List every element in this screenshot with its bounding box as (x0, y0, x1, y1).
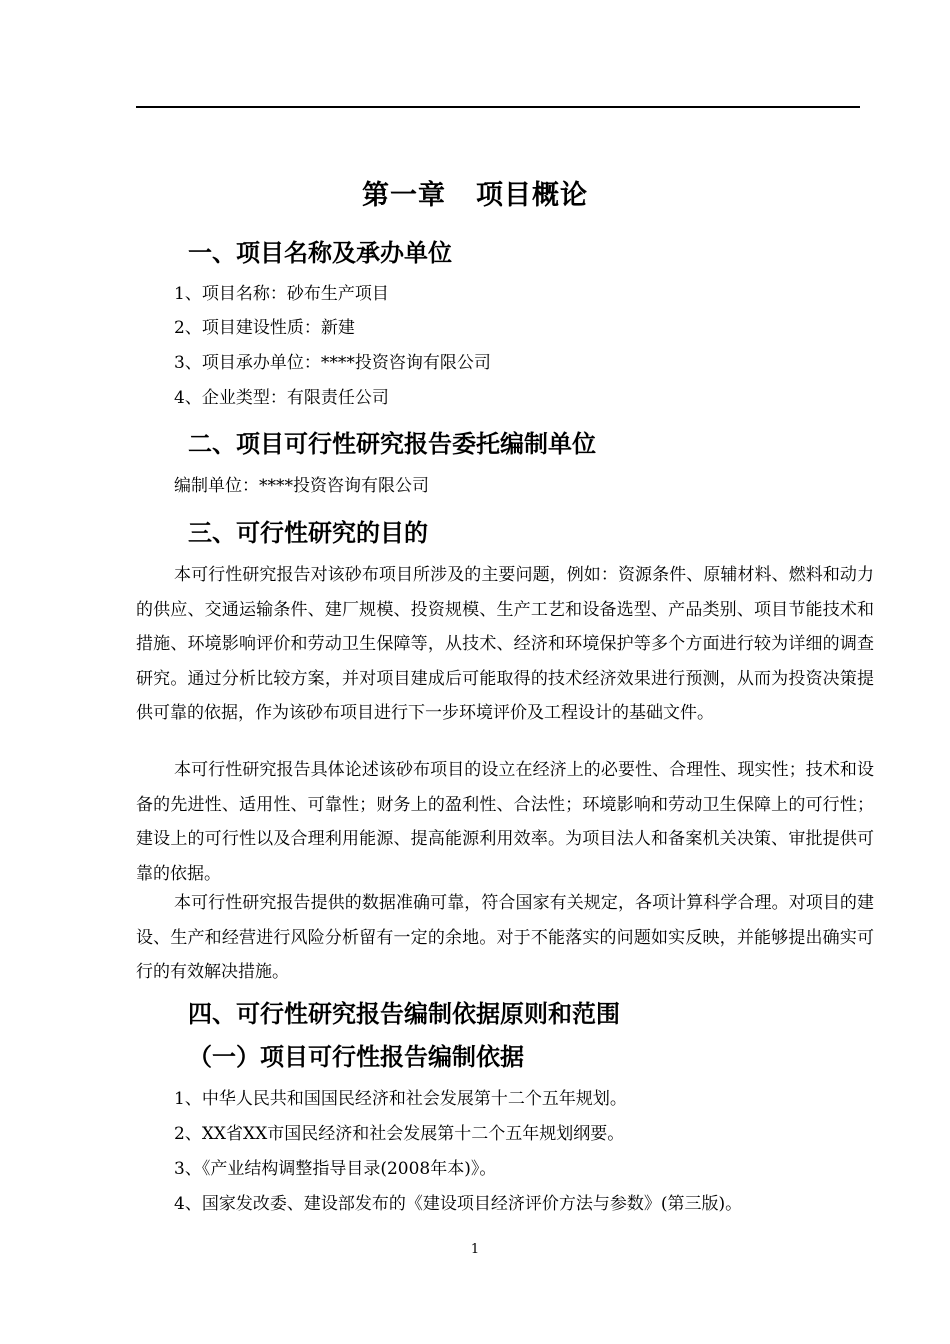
list-item: 4、国家发改委、建设部发布的《建设项目经济评价方法与参数》(第三版)。 (174, 1194, 743, 1214)
compiler-unit: 编制单位：****投资咨询有限公司 (174, 476, 429, 496)
chapter-title (0, 176, 950, 216)
list-item: 2、XX省XX市国民经济和社会发展第十二个五年规划纲要。 (174, 1124, 625, 1144)
list-item: 1、中华人民共和国国民经济和社会发展第十二个五年规划。 (174, 1089, 627, 1109)
page-number: 1 (470, 1242, 480, 1257)
list-item: 3、项目承办单位：****投资咨询有限公司 (174, 353, 491, 373)
section-2-heading: 二、项目可行性研究报告委托编制单位 (188, 429, 596, 458)
subsection-heading: （一）项目可行性报告编制依据 (188, 1042, 524, 1071)
chapter-number: 第一章 (362, 180, 446, 211)
paragraph: 本可行性研究报告对该砂布项目所涉及的主要问题，例如：资源条件、原辅材料、燃料和动力的供应、交通运输条件、建厂规模、投资规模、生产工艺和设备选型、产品类别、项目节能技术和措施、环境影响评价和劳动卫生保障等，从技术、经济和环境保护等多个方面进行较为详细的调查研究。通过分析比较方案，并对项目建成后可能取得的技术经济效果进行预测，从而为投资决策提供可靠的依据，作为该砂布项目进行下一步环境评价及工程设计的基础文件。 (136, 565, 874, 723)
list-item: 3、《产业结构调整指导目录(2008年本)》。 (174, 1159, 497, 1179)
chapter-name: 项目概论 (476, 180, 588, 211)
section-3-heading: 三、可行性研究的目的 (188, 518, 428, 547)
list-item: 1、项目名称：砂布生产项目 (174, 284, 389, 304)
paragraph: 本可行性研究报告提供的数据准确可靠，符合国家有关规定，各项计算科学合理。对项目的建设、生产和经营进行风险分析留有一定的余地。对于不能落实的问题如实反映，并能够提出确实可行的有效解决措施。 (136, 893, 874, 982)
header-rule (136, 106, 860, 108)
paragraph: 本可行性研究报告具体论述该砂布项目的设立在经济上的必要性、合理性、现实性；技术和设备的先进性、适用性、可靠性；财务上的盈利性、合法性；环境影响和劳动卫生保障上的可行性；建设上的可行性以及合理利用能源、提高能源利用效率。为项目法人和备案机关决策、审批提供可靠的依据。 (136, 760, 874, 884)
section-1-heading: 一、项目名称及承办单位 (188, 238, 452, 267)
section-4-heading: 四、可行性研究报告编制依据原则和范围 (188, 999, 620, 1028)
list-item: 2、项目建设性质：新建 (174, 318, 355, 338)
list-item: 4、企业类型：有限责任公司 (174, 388, 389, 408)
